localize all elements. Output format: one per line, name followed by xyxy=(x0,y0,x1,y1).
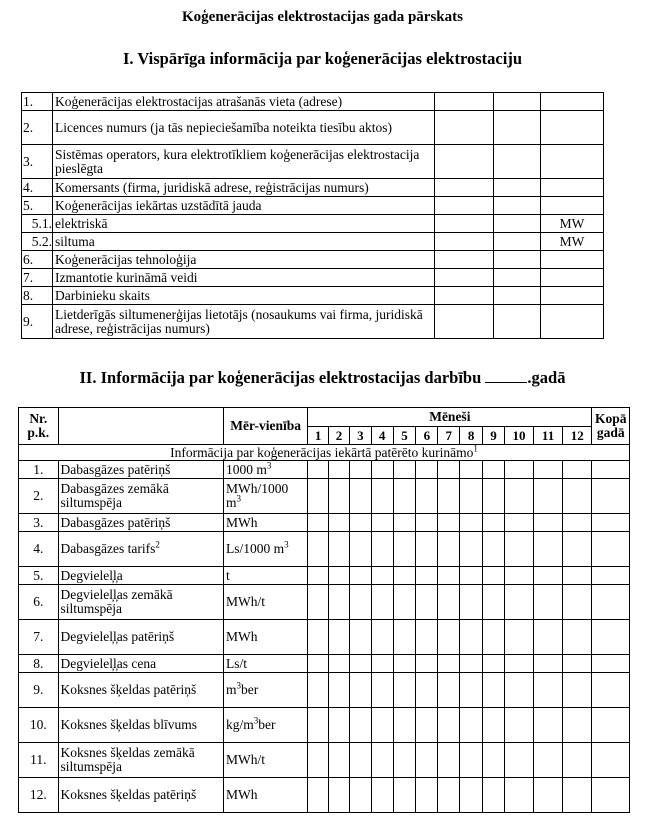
year-blank[interactable] xyxy=(485,370,527,383)
month-value-cell[interactable] xyxy=(563,461,592,479)
row-number: 8. xyxy=(19,655,59,673)
row-label: siltuma xyxy=(53,233,435,251)
unit-cell: MWh/t xyxy=(223,743,307,778)
month-value-cell[interactable] xyxy=(329,585,350,620)
month-value-cell[interactable] xyxy=(308,708,329,743)
row-label: Darbinieku skaits xyxy=(53,287,435,305)
row-label: Degvielel̦l̦as cena xyxy=(58,655,223,673)
section-2-title: II. Informācija par koģenerācijas elektrostacijas darbību .gadā xyxy=(79,368,566,387)
value-cell[interactable] xyxy=(435,145,494,179)
month-value-cell[interactable] xyxy=(483,708,505,743)
month-value-cell[interactable] xyxy=(371,567,393,585)
row-number: 6. xyxy=(22,251,53,269)
general-info-row xyxy=(22,111,604,145)
month-value-cell[interactable] xyxy=(308,655,329,673)
month-value-cell[interactable] xyxy=(563,532,592,567)
value-cell[interactable] xyxy=(494,251,541,269)
month-value-cell[interactable] xyxy=(483,532,505,567)
month-value-cell[interactable] xyxy=(534,655,563,673)
unit-cell xyxy=(541,251,604,269)
row-number: 5.1. xyxy=(22,215,53,233)
month-value-cell[interactable] xyxy=(460,708,483,743)
unit-cell: MWh/1000 $m^3$ xyxy=(223,479,307,514)
month-value-cell[interactable] xyxy=(416,461,438,479)
row-label: Licences numurs (ja tās nepieciešamība noteikta tiesību aktos) xyxy=(53,111,435,145)
general-info-row xyxy=(22,215,604,233)
month-value-cell[interactable] xyxy=(393,620,416,655)
month-value-cell[interactable] xyxy=(371,514,393,532)
month-value-cell[interactable] xyxy=(504,778,533,813)
month-value-cell[interactable] xyxy=(460,532,483,567)
value-cell[interactable] xyxy=(435,111,494,145)
month-value-cell[interactable] xyxy=(329,673,350,708)
row-label: Izmantotie kurināmā veidi xyxy=(53,269,435,287)
month-value-cell[interactable] xyxy=(504,532,533,567)
month-header: 10 xyxy=(504,427,533,445)
row-number: 11. xyxy=(19,743,59,778)
unit-cell xyxy=(541,145,604,179)
total-value-cell[interactable] xyxy=(592,479,630,514)
month-value-cell[interactable] xyxy=(438,708,460,743)
month-value-cell[interactable] xyxy=(483,514,505,532)
col-nr-header: Nr. p.k. xyxy=(19,408,59,445)
unit-cell xyxy=(541,197,604,215)
month-value-cell[interactable] xyxy=(438,461,460,479)
operations-row xyxy=(19,708,630,743)
month-value-cell[interactable] xyxy=(329,655,350,673)
row-label: Degvielel̦l̦as patēriņš xyxy=(58,620,223,655)
month-value-cell[interactable] xyxy=(504,673,533,708)
month-value-cell[interactable] xyxy=(534,708,563,743)
month-value-cell[interactable] xyxy=(371,673,393,708)
general-info-row xyxy=(22,287,604,305)
month-value-cell[interactable] xyxy=(534,585,563,620)
general-info-row xyxy=(22,305,604,339)
month-value-cell[interactable] xyxy=(534,461,563,479)
month-value-cell[interactable] xyxy=(393,585,416,620)
row-label: Koksnes šķeldas zemākā siltumspēja xyxy=(58,743,223,778)
col-unit-header: Mēr-vienība xyxy=(223,408,307,445)
month-value-cell[interactable] xyxy=(483,655,505,673)
row-label: Dabasgāzes tarifs$^2$ xyxy=(58,532,223,567)
month-value-cell[interactable] xyxy=(393,708,416,743)
month-header: 12 xyxy=(563,427,592,445)
total-value-cell[interactable] xyxy=(592,620,630,655)
value-cell[interactable] xyxy=(494,93,541,111)
unit-cell: $m^3ber$ xyxy=(223,673,307,708)
unit-cell xyxy=(541,287,604,305)
operations-row xyxy=(19,743,630,778)
month-value-cell[interactable] xyxy=(460,673,483,708)
row-label: Koksnes šķeldas patēriņš xyxy=(58,673,223,708)
month-value-cell[interactable] xyxy=(563,585,592,620)
month-value-cell[interactable] xyxy=(438,655,460,673)
month-value-cell[interactable] xyxy=(349,620,371,655)
total-value-cell[interactable] xyxy=(592,708,630,743)
month-value-cell[interactable] xyxy=(329,567,350,585)
month-value-cell[interactable] xyxy=(504,743,533,778)
month-value-cell[interactable] xyxy=(438,620,460,655)
month-value-cell[interactable] xyxy=(460,585,483,620)
value-cell[interactable] xyxy=(435,305,494,339)
row-label: Koksnes šķeldas blīvums xyxy=(58,708,223,743)
row-number: 10. xyxy=(19,708,59,743)
month-value-cell[interactable] xyxy=(393,532,416,567)
value-cell[interactable] xyxy=(435,287,494,305)
row-label: Dabasgāzes patēriņš xyxy=(58,461,223,479)
value-cell[interactable] xyxy=(494,197,541,215)
month-value-cell[interactable] xyxy=(329,479,350,514)
month-value-cell[interactable] xyxy=(438,585,460,620)
row-number: 4. xyxy=(22,179,53,197)
row-label: Komersants (firma, juridiskā adrese, reģistrācijas numurs) xyxy=(53,179,435,197)
row-number: 8. xyxy=(22,287,53,305)
month-value-cell[interactable] xyxy=(534,479,563,514)
total-value-cell[interactable] xyxy=(592,743,630,778)
month-value-cell[interactable] xyxy=(349,655,371,673)
month-value-cell[interactable] xyxy=(371,655,393,673)
month-value-cell[interactable] xyxy=(534,532,563,567)
month-value-cell[interactable] xyxy=(416,567,438,585)
value-cell[interactable] xyxy=(435,93,494,111)
month-value-cell[interactable] xyxy=(483,778,505,813)
value-cell[interactable] xyxy=(435,179,494,197)
month-value-cell[interactable] xyxy=(563,567,592,585)
month-value-cell[interactable] xyxy=(460,514,483,532)
month-value-cell[interactable] xyxy=(504,567,533,585)
general-info-row xyxy=(22,197,604,215)
month-value-cell[interactable] xyxy=(483,743,505,778)
row-label: Dabasgāzes zemākā siltumspēja xyxy=(58,479,223,514)
month-value-cell[interactable] xyxy=(371,461,393,479)
value-cell[interactable] xyxy=(435,197,494,215)
operations-row xyxy=(19,620,630,655)
general-info-table xyxy=(21,92,604,339)
month-value-cell[interactable] xyxy=(329,461,350,479)
month-value-cell[interactable] xyxy=(329,532,350,567)
operations-row xyxy=(19,655,630,673)
month-value-cell[interactable] xyxy=(438,778,460,813)
row-number: 3. xyxy=(19,514,59,532)
operations-row xyxy=(19,461,630,479)
month-value-cell[interactable] xyxy=(504,479,533,514)
unit-cell: MWh/t xyxy=(223,585,307,620)
row-number: 9. xyxy=(22,305,53,339)
value-cell[interactable] xyxy=(494,215,541,233)
month-value-cell[interactable] xyxy=(349,532,371,567)
month-value-cell[interactable] xyxy=(460,620,483,655)
month-value-cell[interactable] xyxy=(460,567,483,585)
month-value-cell[interactable] xyxy=(308,778,329,813)
total-value-cell[interactable] xyxy=(592,532,630,567)
row-number: 5. xyxy=(22,197,53,215)
row-label: Degvielel̦l̦as zemākā siltumspēja xyxy=(58,585,223,620)
row-label: Koģenerācijas elektrostacijas atrašanās vieta (adrese) xyxy=(53,93,435,111)
total-value-cell[interactable] xyxy=(592,461,630,479)
total-value-cell[interactable] xyxy=(592,778,630,813)
total-value-cell[interactable] xyxy=(592,585,630,620)
value-cell[interactable] xyxy=(435,233,494,251)
month-value-cell[interactable] xyxy=(349,708,371,743)
operations-row xyxy=(19,532,630,567)
month-header: 2 xyxy=(329,427,350,445)
month-value-cell[interactable] xyxy=(308,620,329,655)
month-value-cell[interactable] xyxy=(308,532,329,567)
month-value-cell[interactable] xyxy=(563,708,592,743)
month-value-cell[interactable] xyxy=(416,532,438,567)
value-cell[interactable] xyxy=(435,215,494,233)
month-value-cell[interactable] xyxy=(534,567,563,585)
value-cell[interactable] xyxy=(494,145,541,179)
month-header: 7 xyxy=(438,427,460,445)
month-value-cell[interactable] xyxy=(504,585,533,620)
month-header: 4 xyxy=(371,427,393,445)
month-value-cell[interactable] xyxy=(563,743,592,778)
document-title: Koģenerācijas elektrostacijas gada pārskats xyxy=(182,9,463,25)
month-value-cell[interactable] xyxy=(563,514,592,532)
value-cell[interactable] xyxy=(494,233,541,251)
month-value-cell[interactable] xyxy=(416,514,438,532)
month-value-cell[interactable] xyxy=(504,461,533,479)
month-header: 11 xyxy=(534,427,563,445)
month-value-cell[interactable] xyxy=(329,743,350,778)
row-label: Sistēmas operators, kura elektrotīkliem koģenerācijas elektrostacija pieslēgta xyxy=(53,145,435,179)
month-header: 1 xyxy=(308,427,329,445)
col-months-header: Mēneši xyxy=(308,408,592,427)
month-value-cell[interactable] xyxy=(534,620,563,655)
month-value-cell[interactable] xyxy=(393,743,416,778)
general-info-row xyxy=(22,93,604,111)
month-value-cell[interactable] xyxy=(416,479,438,514)
month-value-cell[interactable] xyxy=(416,585,438,620)
month-value-cell[interactable] xyxy=(563,673,592,708)
month-value-cell[interactable] xyxy=(329,514,350,532)
month-value-cell[interactable] xyxy=(393,514,416,532)
month-value-cell[interactable] xyxy=(393,461,416,479)
month-value-cell[interactable] xyxy=(416,708,438,743)
value-cell[interactable] xyxy=(494,305,541,339)
month-value-cell[interactable] xyxy=(349,514,371,532)
general-info-row xyxy=(22,145,604,179)
total-value-cell[interactable] xyxy=(592,567,630,585)
month-value-cell[interactable] xyxy=(349,567,371,585)
month-header: 3 xyxy=(349,427,371,445)
general-info-row xyxy=(22,179,604,197)
month-value-cell[interactable] xyxy=(416,743,438,778)
month-value-cell[interactable] xyxy=(393,778,416,813)
row-number: 9. xyxy=(19,673,59,708)
month-value-cell[interactable] xyxy=(371,743,393,778)
month-value-cell[interactable] xyxy=(438,673,460,708)
unit-cell: MW xyxy=(541,233,604,251)
operations-row xyxy=(19,778,630,813)
unit-cell xyxy=(541,111,604,145)
row-label: Koģenerācijas iekārtas uzstādītā jauda xyxy=(53,197,435,215)
month-value-cell[interactable] xyxy=(416,673,438,708)
general-info-row xyxy=(22,233,604,251)
month-value-cell[interactable] xyxy=(483,479,505,514)
total-value-cell[interactable] xyxy=(592,514,630,532)
month-value-cell[interactable] xyxy=(329,620,350,655)
month-value-cell[interactable] xyxy=(329,708,350,743)
month-value-cell[interactable] xyxy=(393,479,416,514)
value-cell[interactable] xyxy=(494,287,541,305)
month-value-cell[interactable] xyxy=(483,620,505,655)
month-value-cell[interactable] xyxy=(371,479,393,514)
month-value-cell[interactable] xyxy=(349,778,371,813)
month-value-cell[interactable] xyxy=(563,479,592,514)
row-number: 7. xyxy=(19,620,59,655)
month-value-cell[interactable] xyxy=(416,778,438,813)
month-value-cell[interactable] xyxy=(416,655,438,673)
month-value-cell[interactable] xyxy=(483,567,505,585)
row-number: 2. xyxy=(22,111,53,145)
month-value-cell[interactable] xyxy=(308,479,329,514)
operations-row xyxy=(19,673,630,708)
month-header: 5 xyxy=(393,427,416,445)
month-value-cell[interactable] xyxy=(438,479,460,514)
month-value-cell[interactable] xyxy=(438,743,460,778)
month-value-cell[interactable] xyxy=(534,743,563,778)
operations-row xyxy=(19,514,630,532)
month-value-cell[interactable] xyxy=(393,567,416,585)
month-value-cell[interactable] xyxy=(371,708,393,743)
row-label: Koģenerācijas tehnoloģija xyxy=(53,251,435,269)
month-value-cell[interactable] xyxy=(563,655,592,673)
month-value-cell[interactable] xyxy=(329,778,350,813)
row-number: 5.2. xyxy=(22,233,53,251)
unit-cell: Ls/t xyxy=(223,655,307,673)
month-value-cell[interactable] xyxy=(371,620,393,655)
month-value-cell[interactable] xyxy=(349,585,371,620)
month-value-cell[interactable] xyxy=(349,673,371,708)
row-number: 6. xyxy=(19,585,59,620)
general-info-row xyxy=(22,269,604,287)
month-value-cell[interactable] xyxy=(308,743,329,778)
month-header: 6 xyxy=(416,427,438,445)
row-number: 7. xyxy=(22,269,53,287)
unit-cell xyxy=(541,269,604,287)
unit-cell: MW xyxy=(541,215,604,233)
unit-cell: MWh xyxy=(223,778,307,813)
unit-cell xyxy=(541,93,604,111)
col-total-header: Kopā gadā xyxy=(592,408,630,445)
month-value-cell[interactable] xyxy=(483,585,505,620)
row-number: 5. xyxy=(19,567,59,585)
unit-cell: t xyxy=(223,567,307,585)
month-value-cell[interactable] xyxy=(460,655,483,673)
month-value-cell[interactable] xyxy=(371,778,393,813)
row-label: Lietderīgās siltumenerģijas lietotājs (nosaukums vai firma, juridiskā adrese, reģistrācijas numurs) xyxy=(53,305,435,339)
unit-cell: MWh xyxy=(223,514,307,532)
month-value-cell[interactable] xyxy=(483,673,505,708)
month-value-cell[interactable] xyxy=(483,461,505,479)
operations-row xyxy=(19,479,630,514)
month-value-cell[interactable] xyxy=(349,743,371,778)
month-value-cell[interactable] xyxy=(349,479,371,514)
info-row: Informācija par koģenerācijas iekārtā patērēto kurināmo$^1$ xyxy=(19,445,630,461)
row-number: 1. xyxy=(19,461,59,479)
month-value-cell[interactable] xyxy=(504,620,533,655)
month-value-cell[interactable] xyxy=(563,778,592,813)
month-value-cell[interactable] xyxy=(393,673,416,708)
month-value-cell[interactable] xyxy=(504,708,533,743)
month-value-cell[interactable] xyxy=(308,585,329,620)
row-number: 1. xyxy=(22,93,53,111)
month-value-cell[interactable] xyxy=(393,655,416,673)
month-value-cell[interactable] xyxy=(349,461,371,479)
row-label: elektriskā xyxy=(53,215,435,233)
month-value-cell[interactable] xyxy=(438,567,460,585)
month-value-cell[interactable] xyxy=(416,620,438,655)
row-label: Degvielel̦l̦a xyxy=(58,567,223,585)
value-cell[interactable] xyxy=(494,179,541,197)
value-cell[interactable] xyxy=(494,111,541,145)
row-number: 3. xyxy=(22,145,53,179)
month-value-cell[interactable] xyxy=(534,673,563,708)
month-value-cell[interactable] xyxy=(504,514,533,532)
month-value-cell[interactable] xyxy=(371,532,393,567)
value-cell[interactable] xyxy=(435,251,494,269)
row-number: 4. xyxy=(19,532,59,567)
month-value-cell[interactable] xyxy=(563,620,592,655)
month-value-cell[interactable] xyxy=(371,585,393,620)
month-value-cell[interactable] xyxy=(460,479,483,514)
month-value-cell[interactable] xyxy=(460,461,483,479)
total-value-cell[interactable] xyxy=(592,673,630,708)
value-cell[interactable] xyxy=(435,269,494,287)
unit-cell: Ls/1000 $m^3$ xyxy=(223,532,307,567)
general-info-row xyxy=(22,251,604,269)
total-value-cell[interactable] xyxy=(592,655,630,673)
row-label: Dabasgāzes patēriņš xyxy=(58,514,223,532)
month-value-cell[interactable] xyxy=(534,514,563,532)
operations-row xyxy=(19,585,630,620)
month-value-cell[interactable] xyxy=(438,514,460,532)
month-value-cell[interactable] xyxy=(460,778,483,813)
unit-cell: 1000 $m^3$ xyxy=(223,461,307,479)
unit-cell xyxy=(541,179,604,197)
month-value-cell[interactable] xyxy=(438,532,460,567)
col-label-header xyxy=(58,408,223,445)
month-value-cell[interactable] xyxy=(504,655,533,673)
value-cell[interactable] xyxy=(494,269,541,287)
month-header: 9 xyxy=(483,427,505,445)
operations-row xyxy=(19,567,630,585)
unit-cell: MWh xyxy=(223,620,307,655)
month-value-cell[interactable] xyxy=(308,567,329,585)
operations-table xyxy=(18,407,630,813)
section-1-title: I. Vispārīga informācija par koģenerācijas elektrostaciju xyxy=(122,49,522,68)
month-value-cell[interactable] xyxy=(308,514,329,532)
month-value-cell[interactable] xyxy=(308,461,329,479)
unit-cell: $kg/m^3ber$ xyxy=(223,708,307,743)
unit-cell xyxy=(541,305,604,339)
month-value-cell[interactable] xyxy=(534,778,563,813)
row-number: 12. xyxy=(19,778,59,813)
row-label: Koksnes šķeldas patēriņš xyxy=(58,778,223,813)
month-value-cell[interactable] xyxy=(460,743,483,778)
row-number: 2. xyxy=(19,479,59,514)
month-header: 8 xyxy=(460,427,483,445)
month-value-cell[interactable] xyxy=(308,673,329,708)
